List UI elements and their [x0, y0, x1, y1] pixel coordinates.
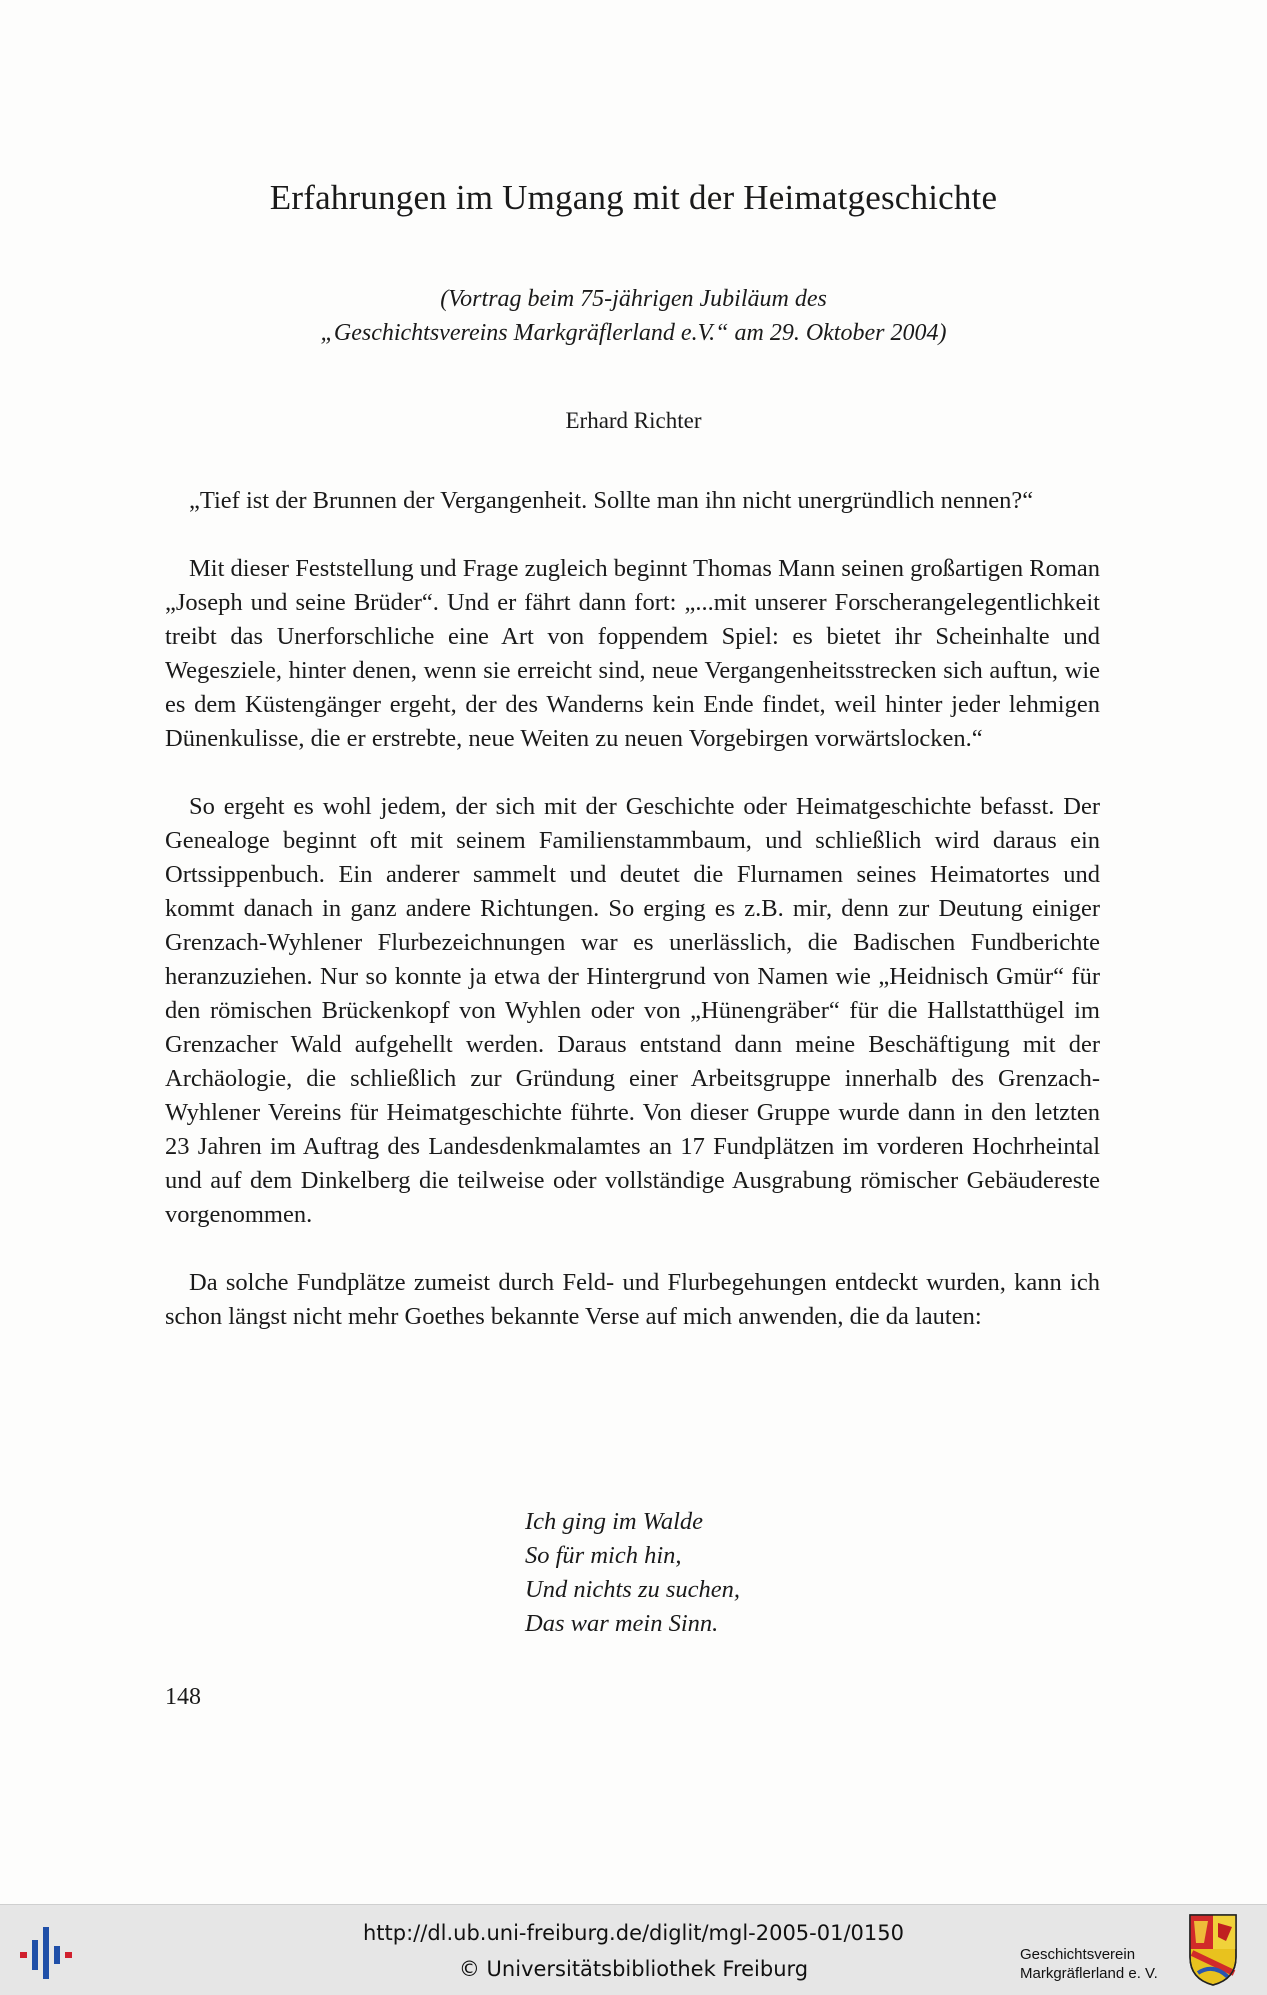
page-title: Erfahrungen im Umgang mit der Heimatgeschichte: [269, 178, 998, 217]
publisher-line-1: Geschichtsverein: [1020, 1946, 1136, 1963]
copyright-notice: © Universitätsbibliothek Freiburg: [458, 1957, 809, 1981]
page-number: 148: [165, 1684, 201, 1710]
permalink-url[interactable]: http://dl.ub.uni-freiburg.de/diglit/mgl-2005-01/0150: [362, 1921, 904, 1945]
subtitle-line-1: (Vortrag beim 75-jährigen Jubiläum des: [440, 286, 827, 312]
subtitle-line-2: „Geschichtsvereins Markgräflerland e.V.“ am 29. Oktober 2004): [320, 320, 947, 346]
footer-bar: [0, 1904, 1267, 1995]
poem: [525, 1505, 740, 1641]
publisher-line-2: Markgräflerland e. V.: [1020, 1965, 1158, 1982]
poem-line-3: Und nichts zu suchen,: [525, 1576, 741, 1603]
poem-line-1: Ich ging im Walde: [525, 1508, 704, 1535]
paragraph-3: So ergeht es wohl jedem, der sich mit der Geschichte oder Heimatgeschichte befasst. Der Genealoge beginnt oft mit seinem Familienstammbaum, und schließlich wird daraus ein Ortssippenbuch. Ein anderer sammelt und deutet die Flurnamen seines Heimatortes und kommt danach in ganz andere Richtungen. So erging es z.B. mir, denn zur Deutung einiger Grenzach-Wyhlener Flurbezeichnungen war es unerlässlich, die Badischen Fundberichte heranzuziehen. Nur so konnte ja etwa der Hintergrund von Namen wie „Heidnisch Gmür“ für den römischen Brückenkopf von Wyhlen oder von „Hünengräber“ für die Hallstatthügel im Grenzacher Wald aufgehellt werden. Daraus entstand dann meine Beschäftigung mit der Archäologie, die schließlich zur Gründung einer Arbeitsgruppe innerhalb des Grenzach-Wyhlener Vereins für Heimatgeschichte führte. Von dieser Gruppe wurde dann in den letzten 23 Jahren im Auftrag des Landesdenkmalamtes an 17 Fundplätzen im vorderen Hochrheintal und auf dem Dinkelberg die teilweise oder vollständige Ausgrabung römischer Gebäudereste vorgenommen.: [165, 793, 1100, 1228]
subtitle: [0, 282, 1267, 350]
author: Erhard Richter: [565, 408, 702, 433]
poem-line-4: Das war mein Sinn.: [525, 1610, 719, 1637]
publisher-name: [1020, 1945, 1190, 1983]
coat-of-arms-icon: [1188, 1913, 1238, 1987]
poem-line-2: So für mich hin,: [525, 1542, 682, 1569]
body-text: [165, 484, 1100, 1368]
paragraph-1: „Tief ist der Brunnen der Vergangenheit. Sollte man ihn nicht unergründlich nennen?“: [189, 487, 1034, 514]
paragraph-2: Mit dieser Feststellung und Frage zugleich beginnt Thomas Mann seinen großartigen Roman „Joseph und seine Brüder“. Und er fährt dann fort: „...mit unserer Forscherangelegentlichkeit treibt das Unerforschliche eine Art von foppendem Spiel: es bietet ihr Scheinhalte und Wegesziele, hinter denen, wenn sie erreicht sind, neue Vergangenheitsstrecken sich auftun, wie es dem Küstengänger ergeht, der des Wanderns kein Ende findet, weil hinter jeder lehmigen Dünenkulisse, die er erstrebte, neue Weiten zu neuen Vorgebirgen vorwärtslocken.“: [165, 555, 1100, 752]
paragraph-4: Da solche Fundplätze zumeist durch Feld- und Flurbegehungen entdeckt wurden, kann ich schon längst nicht mehr Goethes bekannte Verse auf mich anwenden, die da lauten:: [165, 1269, 1100, 1330]
